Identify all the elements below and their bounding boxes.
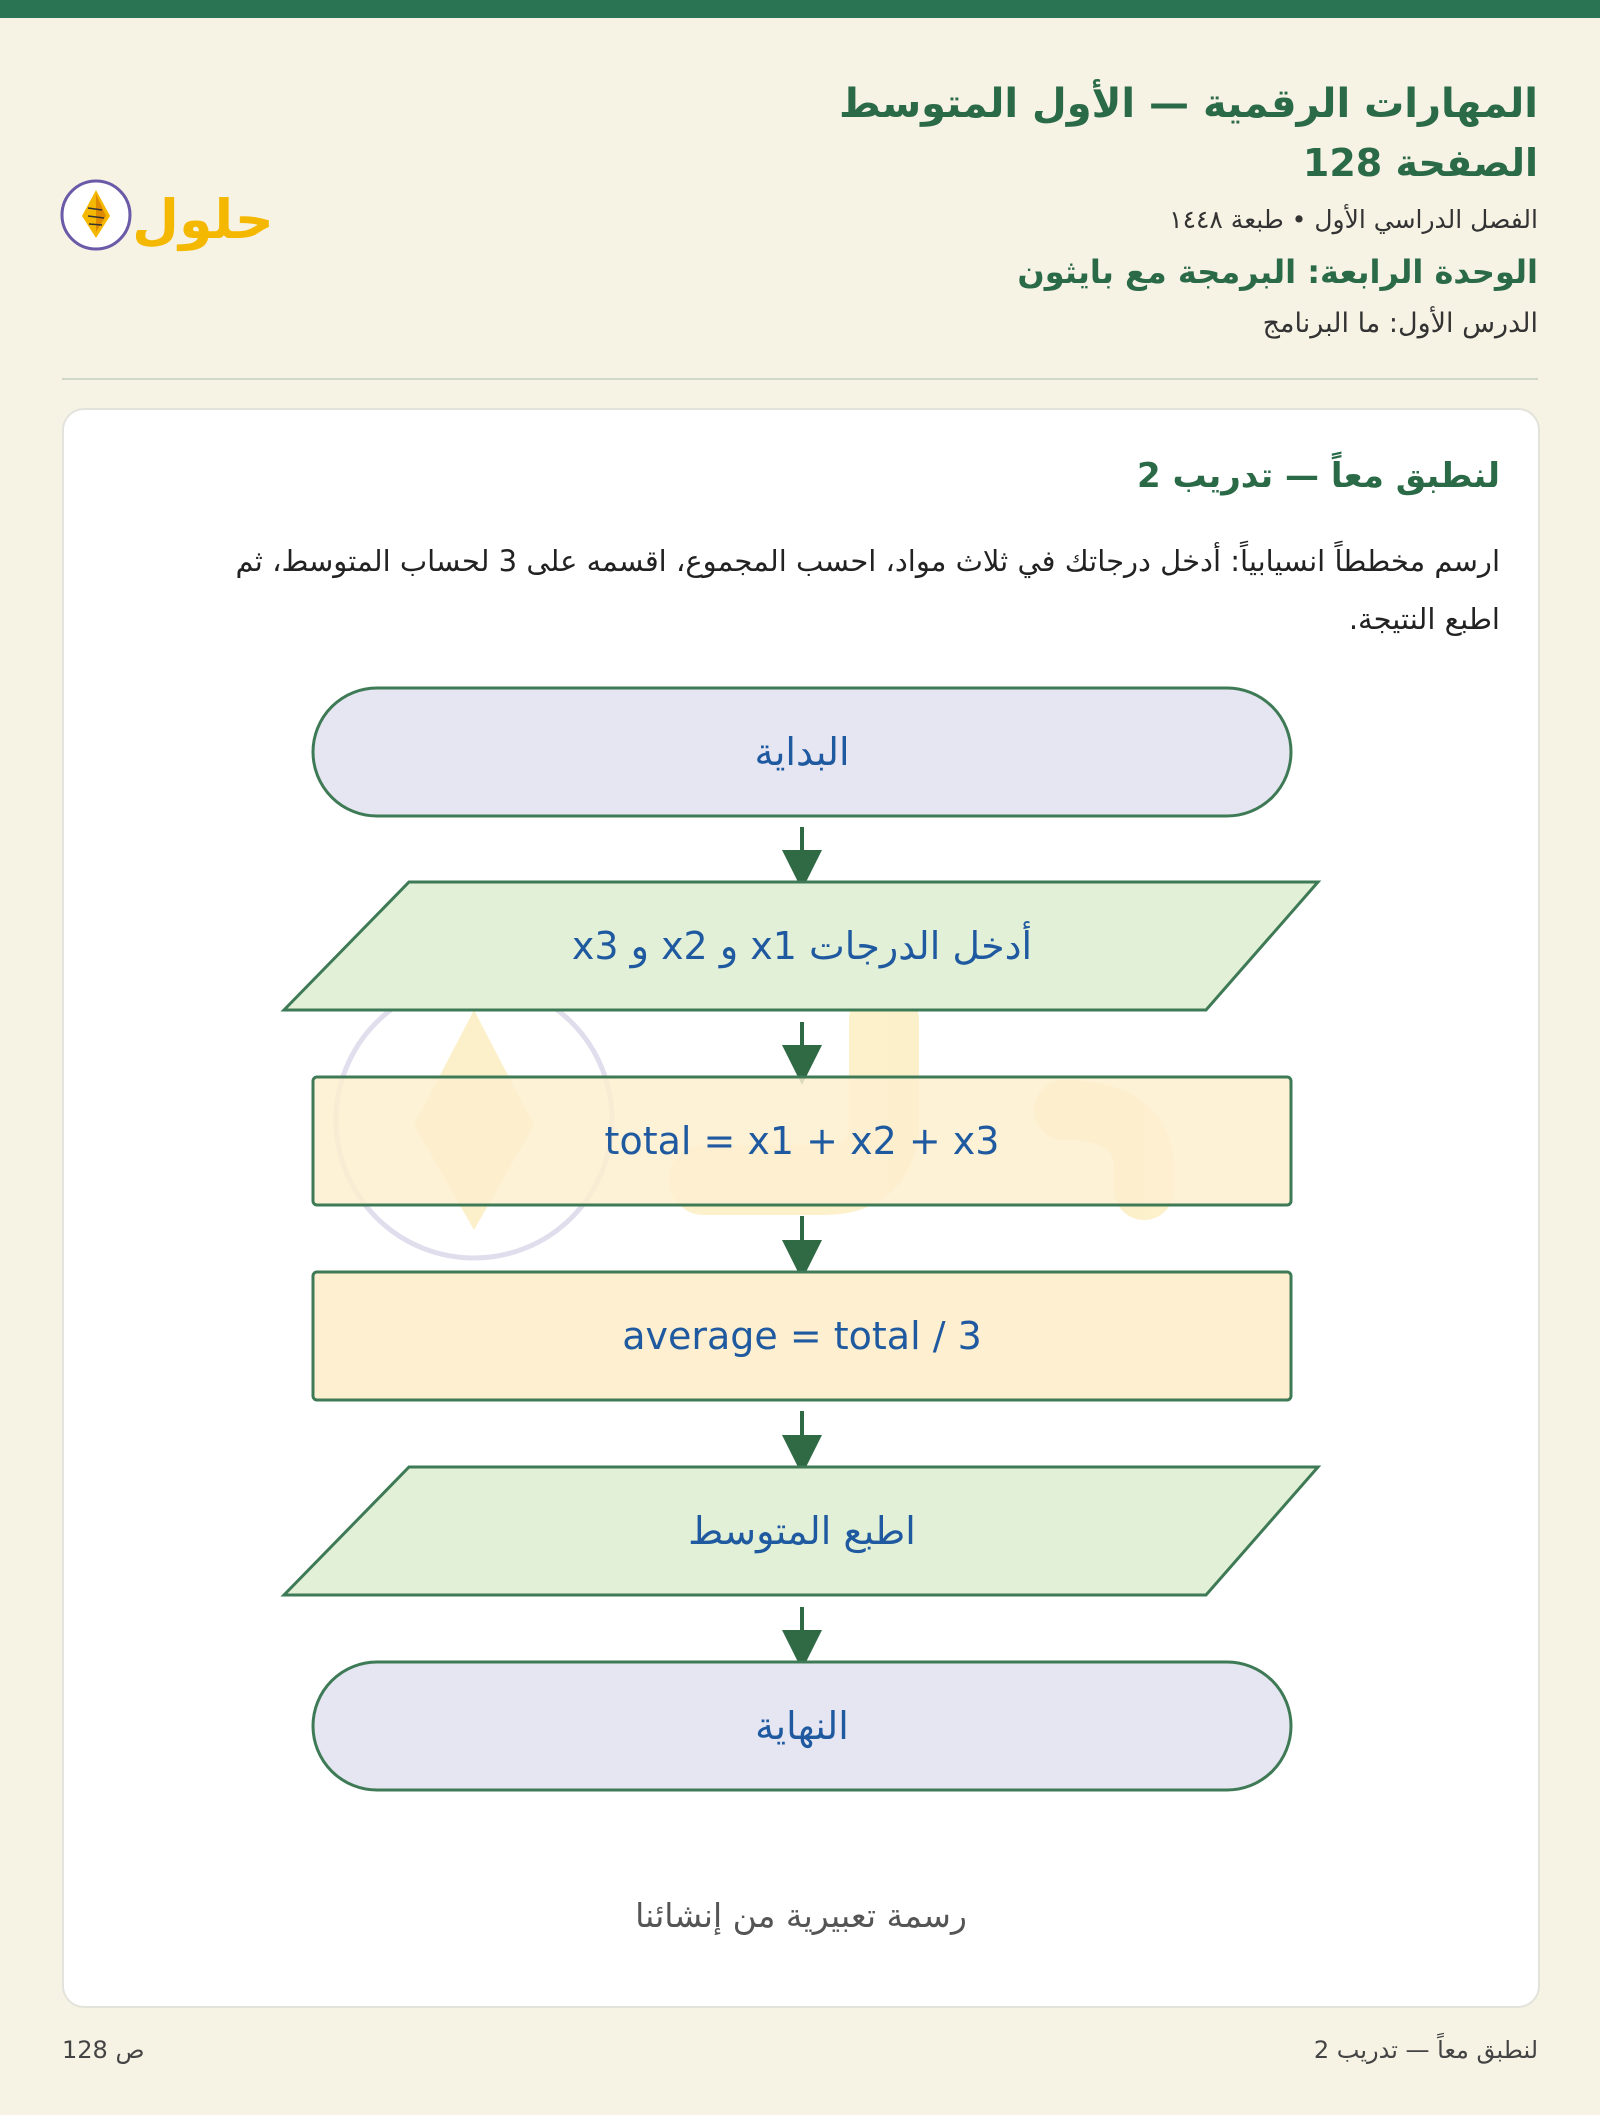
footer-page-number: ص 128	[62, 2036, 145, 2064]
end-label: النهاية	[755, 1704, 849, 1748]
term-edition: الفصل الدراسي الأول • طبعة ١٤٤٨	[1169, 205, 1538, 234]
exercise-title: لنطبق معاً — تدريب 2	[1136, 456, 1500, 496]
hulul-logo	[58, 170, 288, 260]
input-label: أدخل الدرجات x1 و x2 و x3	[571, 924, 1033, 968]
header-divider	[62, 378, 1538, 380]
page-number-title: الصفحة 128	[1302, 141, 1538, 185]
total-label: total = x1 + x2 + x3	[604, 1119, 1000, 1163]
book-pen-icon	[58, 170, 288, 260]
book-title: المهارات الرقمية — الأول المتوسط	[838, 81, 1538, 127]
start-label: البداية	[754, 730, 850, 774]
exercise-description: ارسم مخططاً انسيابياً: أدخل درجاتك في ثلاث مواد، احسب المجموع، اقسمه على 3 لحساب المتوسط، ثم اطبع النتيجة.	[235, 544, 1500, 636]
footer-exercise: لنطبق معاً — تدريب 2	[1313, 2036, 1538, 2064]
top-accent-bar	[0, 0, 1600, 18]
unit-title: الوحدة الرابعة: البرمجة مع بايثون	[1017, 253, 1538, 291]
lesson-title: الدرس الأول: ما البرنامج	[1262, 308, 1538, 339]
logo-text: حلول	[132, 188, 274, 251]
figure-caption: رسمة تعبيرية من إنشائنا	[635, 1896, 967, 1935]
flowchart-canvas	[64, 410, 1538, 2006]
exercise-card	[62, 408, 1540, 2008]
page-header	[438, 78, 1538, 344]
output-label: اطبع المتوسط	[688, 1509, 916, 1553]
average-label: average = total / 3	[622, 1314, 982, 1358]
